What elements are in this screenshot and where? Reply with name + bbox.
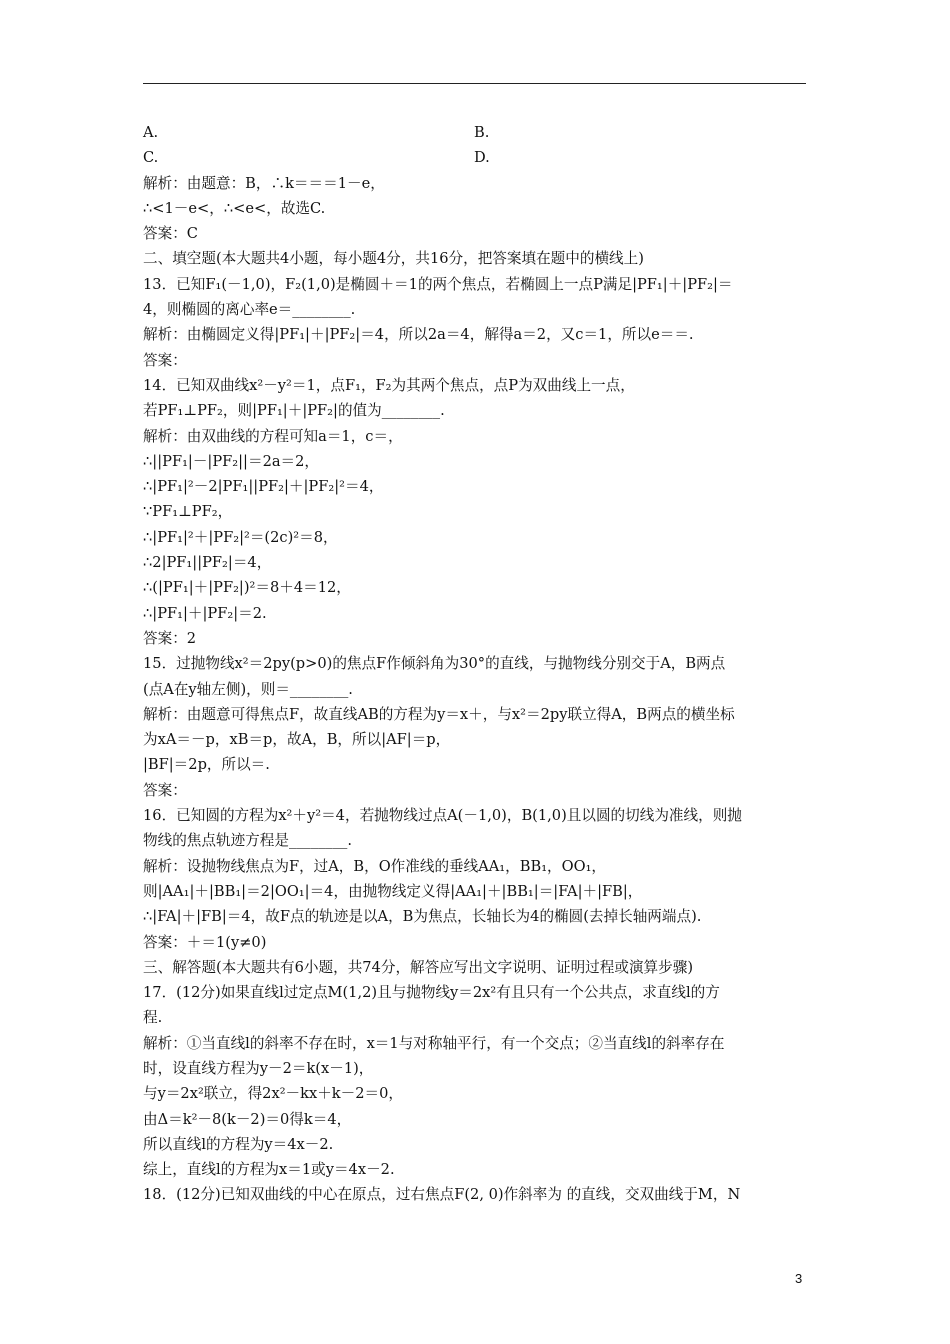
- text-line: 时，设直线方程为y－2＝k(x－1)，: [143, 1059, 374, 1077]
- text-line: 三、解答题(本大题共有6小题，共74分，解答应写出文字说明、证明过程或演算步骤): [143, 958, 694, 976]
- text-line: 物线的焦点轨迹方程是________.: [143, 832, 352, 850]
- text-line: 16．已知圆的方程为x²＋y²＝4，若抛物线过点A(－1,0)，B(1,0)且以圆的切线为准线，则抛: [143, 807, 742, 825]
- text-line: 4，则椭圆的离心率e＝________.: [143, 301, 356, 319]
- text-line: 解析：设抛物线焦点为F，过A，B，O作准线的垂线AA₁，BB₁，OO₁，: [143, 857, 607, 875]
- options-row-cd: [143, 145, 808, 170]
- text-line: 若PF₁⊥PF₂，则|PF₁|＋|PF₂|的值为________.: [143, 402, 445, 420]
- text-line: 解析：①当直线l的斜率不存在时，x＝1与对称轴平行，有一个交点；②当直线l的斜率存在: [143, 1034, 725, 1052]
- text-line: 解析：由双曲线的方程可知a＝1，c＝，: [143, 427, 403, 445]
- text-line: 17．(12分)如果直线l过定点M(1,2)且与抛物线y＝2x²有且只有一个公共点，求直线l的方: [143, 984, 720, 1002]
- text-line: 答案：: [143, 781, 187, 799]
- text-line: 解析：由椭圆定义得|PF₁|＋|PF₂|＝4，所以2a＝4，解得a＝2，又c＝1，所以e＝＝.: [143, 326, 694, 344]
- text-line: |BF|＝2p，所以＝.: [143, 756, 270, 774]
- text-line: ∴|PF₁|²－2|PF₁||PF₂|＋|PF₂|²＝4，: [143, 478, 384, 496]
- text-line: ∴|PF₁|²＋|PF₂|²＝(2c)²＝8，: [143, 528, 338, 546]
- text-line: ∴||PF₁|－|PF₂||＝2a＝2，: [143, 452, 320, 470]
- text-line: ∵PF₁⊥PF₂，: [143, 503, 233, 521]
- text-line: ∴|PF₁|＋|PF₂|＝2.: [143, 604, 267, 622]
- header-rule: [143, 83, 806, 84]
- option-a: A.: [143, 124, 159, 141]
- text-line: ∴|FA|＋|FB|＝4，故F点的轨迹是以A，B为焦点，长轴长为4的椭圆(去掉长轴两端点).: [143, 908, 702, 926]
- text-line: 解析：由题意：B，∴k＝＝＝1－e，: [143, 174, 385, 192]
- page-number: 3: [795, 1271, 803, 1286]
- text-line: 为xA＝－p，xB＝p，故A，B，所以|AF|＝p，: [143, 731, 451, 749]
- text-line: 解析：由题意可得焦点F，故直线AB的方程为y＝x＋，与x²＝2py联立得A，B两点的横坐标: [143, 705, 735, 723]
- text-line: ∴2|PF₁||PF₂|＝4，: [143, 554, 272, 572]
- text-lines: [143, 171, 808, 1208]
- option-c: C.: [143, 149, 159, 167]
- text-line: 答案：: [143, 351, 187, 369]
- text-line: 所以直线l的方程为y＝4x－2.: [143, 1135, 334, 1153]
- text-line: ∴<1－e<，∴<e<，故选C.: [143, 199, 326, 217]
- text-line: 与y＝2x²联立，得2x²－kx＋k－2＝0，: [143, 1085, 403, 1103]
- text-line: 答案：C: [143, 225, 198, 243]
- text-line: 由Δ＝k²－8(k－2)＝0得k＝4，: [143, 1110, 352, 1128]
- option-d: D.: [474, 149, 490, 167]
- text-line: 18．(12分)已知双曲线的中心在原点，过右焦点F(2, 0)作斜率为 的直线，交双曲线于M，N: [143, 1186, 741, 1204]
- text-line: 答案：2: [143, 629, 197, 647]
- text-line: 13．已知F₁(－1,0)，F₂(1,0)是椭圆＋＝1的两个焦点，若椭圆上一点P满足|PF₁|＋|PF₂|＝: [143, 275, 733, 293]
- text-line: ∴(|PF₁|＋|PF₂|)²＝8＋4＝12，: [143, 579, 351, 597]
- options-row-ab: [143, 120, 808, 145]
- text-line: 二、填空题(本大题共4小题，每小题4分，共16分，把答案填在题中的横线上): [143, 250, 644, 268]
- text-line: 则|AA₁|＋|BB₁|＝2|OO₁|＝4，由抛物线定义得|AA₁|＋|BB₁|＝|FA|＋|FB|，: [143, 882, 643, 900]
- option-b: B.: [474, 124, 490, 141]
- document-body: [143, 120, 808, 1208]
- text-line: 综上，直线l的方程为x＝1或y＝4x－2.: [143, 1161, 395, 1179]
- text-line: 14．已知双曲线x²－y²＝1，点F₁，F₂为其两个焦点，点P为双曲线上一点，: [143, 376, 635, 394]
- text-line: 程.: [143, 1009, 163, 1027]
- text-line: 15．过抛物线x²＝2py(p>0)的焦点F作倾斜角为30°的直线，与抛物线分别交于A，B两点: [143, 655, 726, 673]
- text-line: (点A在y轴左侧)，则＝________.: [143, 680, 353, 698]
- text-line: 答案：＋＝1(y≠0): [143, 933, 267, 951]
